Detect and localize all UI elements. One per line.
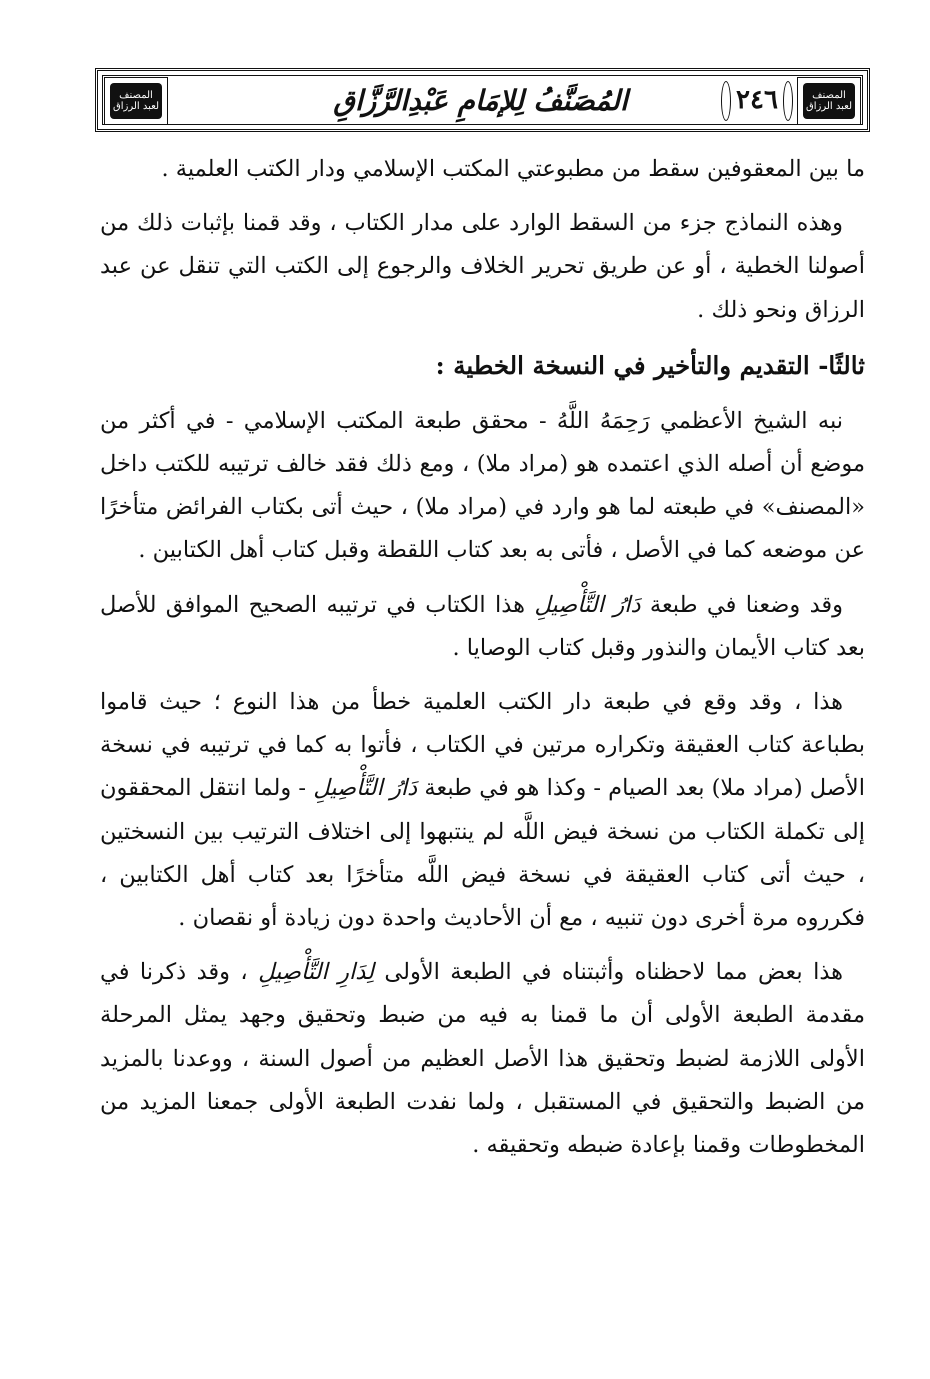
- page-body: [100, 148, 865, 1178]
- paragraph-6-end: ، وقد ذكرنا في مقدمة الطبعة الأولى أن ما قمنا به فيه من ضبط وتحقيق وجهد يمثل المرحلة الأولى اللازمة لضبط وتحقيق هذا الأصل العظيم من أصول السنة ، ووعدنا بالمزيد من الضبط والتحقيق في المستقبل ، ولما نفدت الطبعة الأولى جمعنا المزيد من المخطوطات وقمنا بإعادة ضبطه وتحقيقه .: [100, 959, 865, 1159]
- paragraph-2: وهذه النماذج جزء من السقط الوارد على مدار الكتاب ، وقد قمنا بإثبات ذلك من أصولنا الخطية ، أو عن طريق تحرير الخلاف والرجوع إلى الكتب التي تنقل عن عبد الرزاق ونحو ذلك .: [100, 210, 865, 323]
- section-heading: ثالثًا- التقديم والتأخير في النسخة الخطية :: [435, 350, 865, 380]
- running-header: [95, 68, 870, 132]
- publisher-logo-text: دَارُ التَّأْصِيلِ: [534, 591, 641, 618]
- paragraph-1: ما بين المعقوفين سقط من مطبوعتي المكتب الإسلامي ودار الكتب العلمية .: [161, 156, 865, 182]
- paragraph-4-end: هذا الكتاب في ترتيبه الصحيح الموافق للأصل بعد كتاب الأيمان والنذور وقبل كتاب الوصايا .: [100, 591, 865, 661]
- running-title: المُصَنَّفُ لِلإمَامِ عَبْدِالرَّزَّاقِ: [333, 83, 628, 117]
- paragraph-5-end: - ولما انتقل المحققون إلى تكملة الكتاب من نسخة فيض اللَّه لم ينتبهوا إلى اختلاف الترتيب بين النسختين ، حيث أتى كتاب العقيقة في نسخة فيض اللَّه متأخرًا بعد كتاب أهل الكتابين ، فكرروه مرة أخرى دون تنبيه ، مع أن الأحاديث واحدة دون زيادة أو نقصان .: [100, 775, 865, 932]
- paragraph-4-start: وقد وضعنا في طبعة: [649, 591, 844, 618]
- paragraph-6-start: هذا بعض مما لاحظناه وأثبتناه في الطبعة الأولى: [384, 959, 844, 986]
- paragraph-5-start: هذا ، وقد وقع في طبعة دار الكتب العلمية خطأ من هذا النوع ؛ حيث قاموا بطباعة كتاب العقيقة وتكراره مرتين في الكتاب ، فأتوا به كما في ترتيبه في نسخة الأصل (مراد ملا) بعد الصيام - وكذا هو في طبعة: [100, 689, 866, 802]
- publisher-logo-text: دَارُ التَّأْصِيلِ: [313, 775, 418, 802]
- paragraph-3: نبه الشيخ الأعظمي رَحِمَهُ اللَّهُ - محقق طبعة المكتب الإسلامي - في أكثر من موضع أن أصله الذي اعتمده هو (مراد ملا) ، ومع ذلك فقد خالف ترتيبه للكتب داخل «المصنف» في طبعته لما هو وارد في (مراد ملا) ، حيث أتى بكتاب الفرائض متأخرًا عن موضعه كما في الأصل ، فأتى به بعد كتاب اللقطة وقبل كتاب أهل الكتابين .: [100, 407, 865, 564]
- paragraph-6: [100, 951, 865, 1167]
- paragraph-4: [100, 584, 865, 670]
- ornament-logo-right: المصنف لعبد الرزاق: [803, 83, 855, 119]
- header-ornament-left: [104, 77, 168, 125]
- ornament-logo-left: المصنف لعبد الرزاق: [110, 83, 162, 119]
- header-ornament-right: [797, 77, 861, 125]
- paragraph-5: [100, 681, 865, 940]
- page-number: ٢٤٦: [721, 77, 793, 123]
- publisher-logo-text: لِدَارِ التَّأْصِيلِ: [258, 959, 374, 986]
